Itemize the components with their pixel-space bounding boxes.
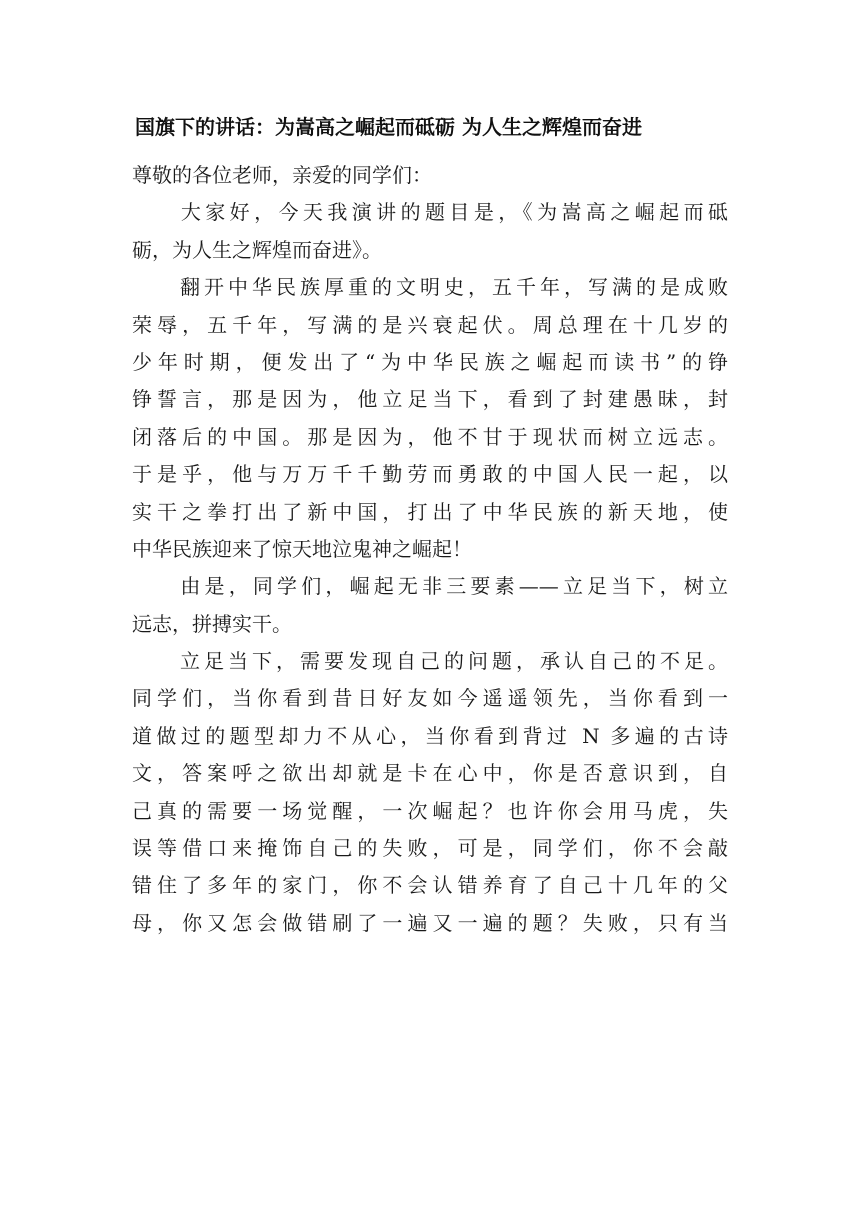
salutation-line: 尊敬的各位老师，亲爱的同学们：: [132, 163, 432, 187]
paragraph-line: 少年时期，便发出了“为中华民族之崛起而读书”的铮: [132, 349, 728, 374]
paragraph-line: 错住了多年的家门，你不会认错养育了自己十几年的父: [132, 873, 728, 898]
paragraph-line: 翻开中华民族厚重的文明史，五千年，写满的是成败: [132, 275, 728, 300]
paragraph-line: 道做过的题型却力不从心，当你看到背过 N 多遍的古诗: [132, 723, 728, 748]
paragraph-line: 于是乎，他与万万千千勤劳而勇敢的中国人民一起，以: [132, 462, 728, 487]
paragraph-line: 己真的需要一场觉醒，一次崛起？也许你会用马虎，失: [132, 798, 728, 823]
paragraph-line: 砺，为人生之辉煌而奋进》。: [132, 237, 382, 262]
paragraph-line: 闭落后的中国。那是因为，他不甘于现状而树立远志。: [132, 424, 728, 449]
paragraph-line: 大家好，今天我演讲的题目是，《为嵩高之崛起而砥: [132, 200, 728, 225]
document-body: [132, 157, 728, 942]
paragraph-line: 中华民族迎来了惊天地泣鬼神之崛起！: [132, 536, 472, 561]
paragraph-line: 立足当下，需要发现自己的问题，承认自己的不足。: [132, 649, 728, 674]
paragraph-line: 文，答案呼之欲出却就是卡在心中，你是否意识到，自: [132, 761, 728, 786]
paragraph-line: 实干之拳打出了新中国，打出了中华民族的新天地，使: [132, 499, 728, 524]
paragraph-line: 远志，拼搏实干。: [132, 611, 292, 636]
document-title: 国旗下的讲话：为嵩高之崛起而砥砺 为人生之辉煌而奋进: [135, 115, 642, 139]
paragraph-line: 荣辱，五千年，写满的是兴衰起伏。周总理在十几岁的: [132, 312, 728, 337]
paragraph-line: 铮誓言，那是因为，他立足当下，看到了封建愚昧，封: [132, 387, 728, 412]
paragraph-line: 母，你又怎会做错刷了一遍又一遍的题？失败，只有当: [132, 910, 728, 935]
paragraph-line: 同学们，当你看到昔日好友如今遥遥领先，当你看到一: [132, 686, 728, 711]
paragraph-line: 由是，同学们，崛起无非三要素——立足当下，树立: [132, 574, 728, 599]
paragraph-line: 误等借口来掩饰自己的失败，可是，同学们，你不会敲: [132, 836, 728, 861]
